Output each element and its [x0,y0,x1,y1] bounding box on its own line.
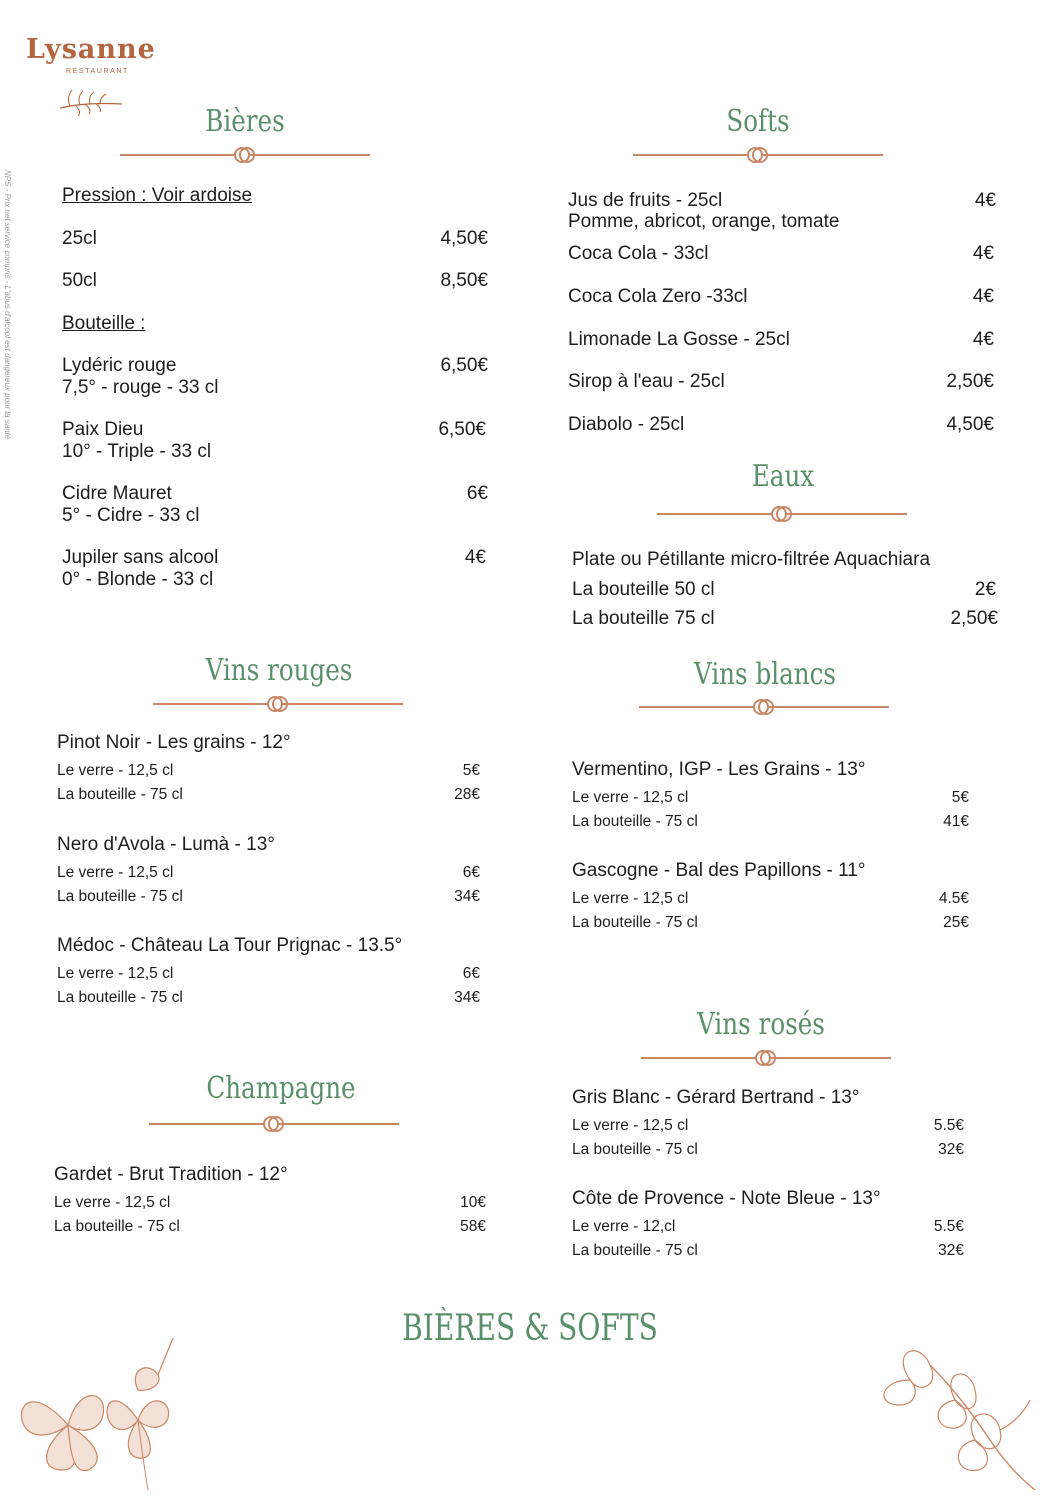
wine-name: Nero d'Avola - Lumà - 13° [57,834,275,855]
vins-rouges-divider [153,694,403,714]
soft-item-price: 4€ [972,286,994,307]
eaux-divider [657,504,907,524]
wine-glass-price: 4.5€ [938,890,969,907]
wine-bottle-price: 32€ [938,1141,964,1158]
soft-item-price: 2,50€ [946,371,994,392]
beer-item-price: 8,50€ [440,270,488,291]
soft-item-price: 4€ [972,329,994,350]
soft-item-name: Jus de fruits - 25cl [568,190,723,211]
champagne-heading: Champagne [206,1071,356,1106]
wine-bottle-label: La bouteille - 75 cl [57,786,183,803]
wine-bottle-label: La bouteille - 75 cl [572,1141,698,1158]
wine-glass-label: Le verre - 12,cl [572,1218,676,1235]
wine-bottle-price: 34€ [454,989,480,1006]
wine-name: Gascogne - Bal des Papillons - 11° [572,860,866,881]
soft-item-name: Coca Cola - 33cl [568,243,709,264]
wine-glass-price: 5€ [462,762,480,779]
wine-name: Gris Blanc - Gérard Bertrand - 13° [572,1087,860,1108]
vins-rouges-heading: Vins rouges [205,653,353,688]
eaux-intro: Plate ou Pétillante micro-filtrée Aquachiara [572,549,931,570]
bieres-heading: Bières [205,104,285,139]
eaux-item-name: La bouteille 50 cl [572,579,715,600]
wine-bottle-price: 32€ [938,1242,964,1259]
wine-glass-label: Le verre - 12,5 cl [572,789,689,806]
beer-item-name: 25cl [62,228,97,249]
wine-glass-label: Le verre - 12,5 cl [57,864,174,881]
beer-item-price: 4,50€ [440,228,488,249]
rings-icon [265,694,291,714]
wine-bottle-label: La bouteille - 75 cl [572,914,698,931]
wine-bottle-label: La bouteille - 75 cl [572,1242,698,1259]
soft-item-name: Sirop à l'eau - 25cl [568,371,725,392]
wine-glass-price: 5.5€ [933,1117,964,1134]
magnolia-flowers-icon [870,1340,1040,1490]
beer-item-price: 4€ [464,547,486,568]
champagne-divider [149,1114,399,1134]
brand-logo-name: Lysanne [26,34,156,65]
wine-glass-label: Le verre - 12,5 cl [57,965,174,982]
beer-item-detail: 0° - Blonde - 33 cl [62,569,214,590]
rings-icon [769,504,795,524]
rings-icon [232,145,258,165]
soft-item-price: 4,50€ [946,414,994,435]
eaux-item-name: La bouteille 75 cl [572,608,715,629]
wine-bottle-label: La bouteille - 75 cl [57,989,183,1006]
wine-name: Médoc - Château La Tour Prignac - 13.5° [57,935,403,956]
rings-icon [753,1048,779,1068]
beer-item-name: 50cl [62,270,97,291]
branch-icon [56,84,126,116]
brand-logo-subtitle: RESTAURANT [66,68,129,75]
wine-bottle-label: La bouteille - 75 cl [57,888,183,905]
wine-glass-price: 10€ [460,1194,486,1211]
beer-item-name: Paix Dieu [62,419,144,440]
eaux-item-price: 2,50€ [950,608,998,629]
softs-heading: Softs [726,104,790,139]
vins-blancs-heading: Vins blancs [693,657,837,692]
vins-roses-divider [641,1048,891,1068]
wine-name: Pinot Noir - Les grains - 12° [57,732,291,753]
wine-bottle-label: La bouteille - 75 cl [572,813,698,830]
beer-item-detail: 7,5° - rouge - 33 cl [62,377,219,398]
wine-glass-price: 6€ [462,965,480,982]
beer-item-name: Jupiler sans alcool [62,547,219,568]
soft-item-price: 4€ [974,190,996,211]
wine-bottle-label: La bouteille - 75 cl [54,1218,180,1235]
wine-glass-price: 6€ [462,864,480,881]
wine-glass-price: 5€ [951,789,969,806]
wine-bottle-price: 34€ [454,888,480,905]
bieres-divider [120,145,370,165]
soft-item-name: Coca Cola Zero -33cl [568,286,748,307]
beer-item-detail: 10° - Triple - 33 cl [62,441,212,462]
beer-item-name: Cidre Mauret [62,483,172,504]
pression-label: Pression : Voir ardoise [62,185,253,206]
wine-bottle-price: 25€ [943,914,969,931]
wine-name: Côte de Provence - Note Bleue - 13° [572,1188,881,1209]
soft-item-name: Limonade La Gosse - 25cl [568,329,790,350]
vins-blancs-divider [639,697,889,717]
beer-item-price: 6,50€ [440,355,488,376]
wine-name: Vermentino, IGP - Les Grains - 13° [572,759,866,780]
legal-side-note: NPS - Prix net service compris - L'abus d'alcool est dangereux pour la santé [3,170,12,440]
wine-glass-label: Le verre - 12,5 cl [54,1194,171,1211]
beer-item-name: Lydéric rouge [62,355,177,376]
footer-title: BIÈRES & SOFTS [402,1308,658,1349]
wine-glass-label: Le verre - 12,5 cl [572,1117,689,1134]
softs-divider [633,145,883,165]
soft-item-detail: Pomme, abricot, orange, tomate [568,211,840,232]
soft-item-name: Diabolo - 25cl [568,414,685,435]
wine-bottle-price: 41€ [943,813,969,830]
eaux-heading: Eaux [751,459,815,494]
wine-name: Gardet - Brut Tradition - 12° [54,1164,288,1185]
wine-glass-label: Le verre - 12,5 cl [572,890,689,907]
eaux-item-price: 2€ [974,579,996,600]
wine-bottle-price: 28€ [454,786,480,803]
orchid-flowers-icon [8,1330,188,1490]
vins-roses-heading: Vins rosés [697,1007,825,1042]
beer-item-detail: 5° - Cidre - 33 cl [62,505,200,526]
wine-glass-price: 5.5€ [933,1218,964,1235]
beer-item-price: 6€ [466,483,488,504]
beer-item-price: 6,50€ [438,419,486,440]
rings-icon [751,697,777,717]
rings-icon [745,145,771,165]
soft-item-price: 4€ [972,243,994,264]
bouteille-label: Bouteille : [62,313,146,334]
rings-icon [261,1114,287,1134]
wine-bottle-price: 58€ [460,1218,486,1235]
wine-glass-label: Le verre - 12,5 cl [57,762,174,779]
